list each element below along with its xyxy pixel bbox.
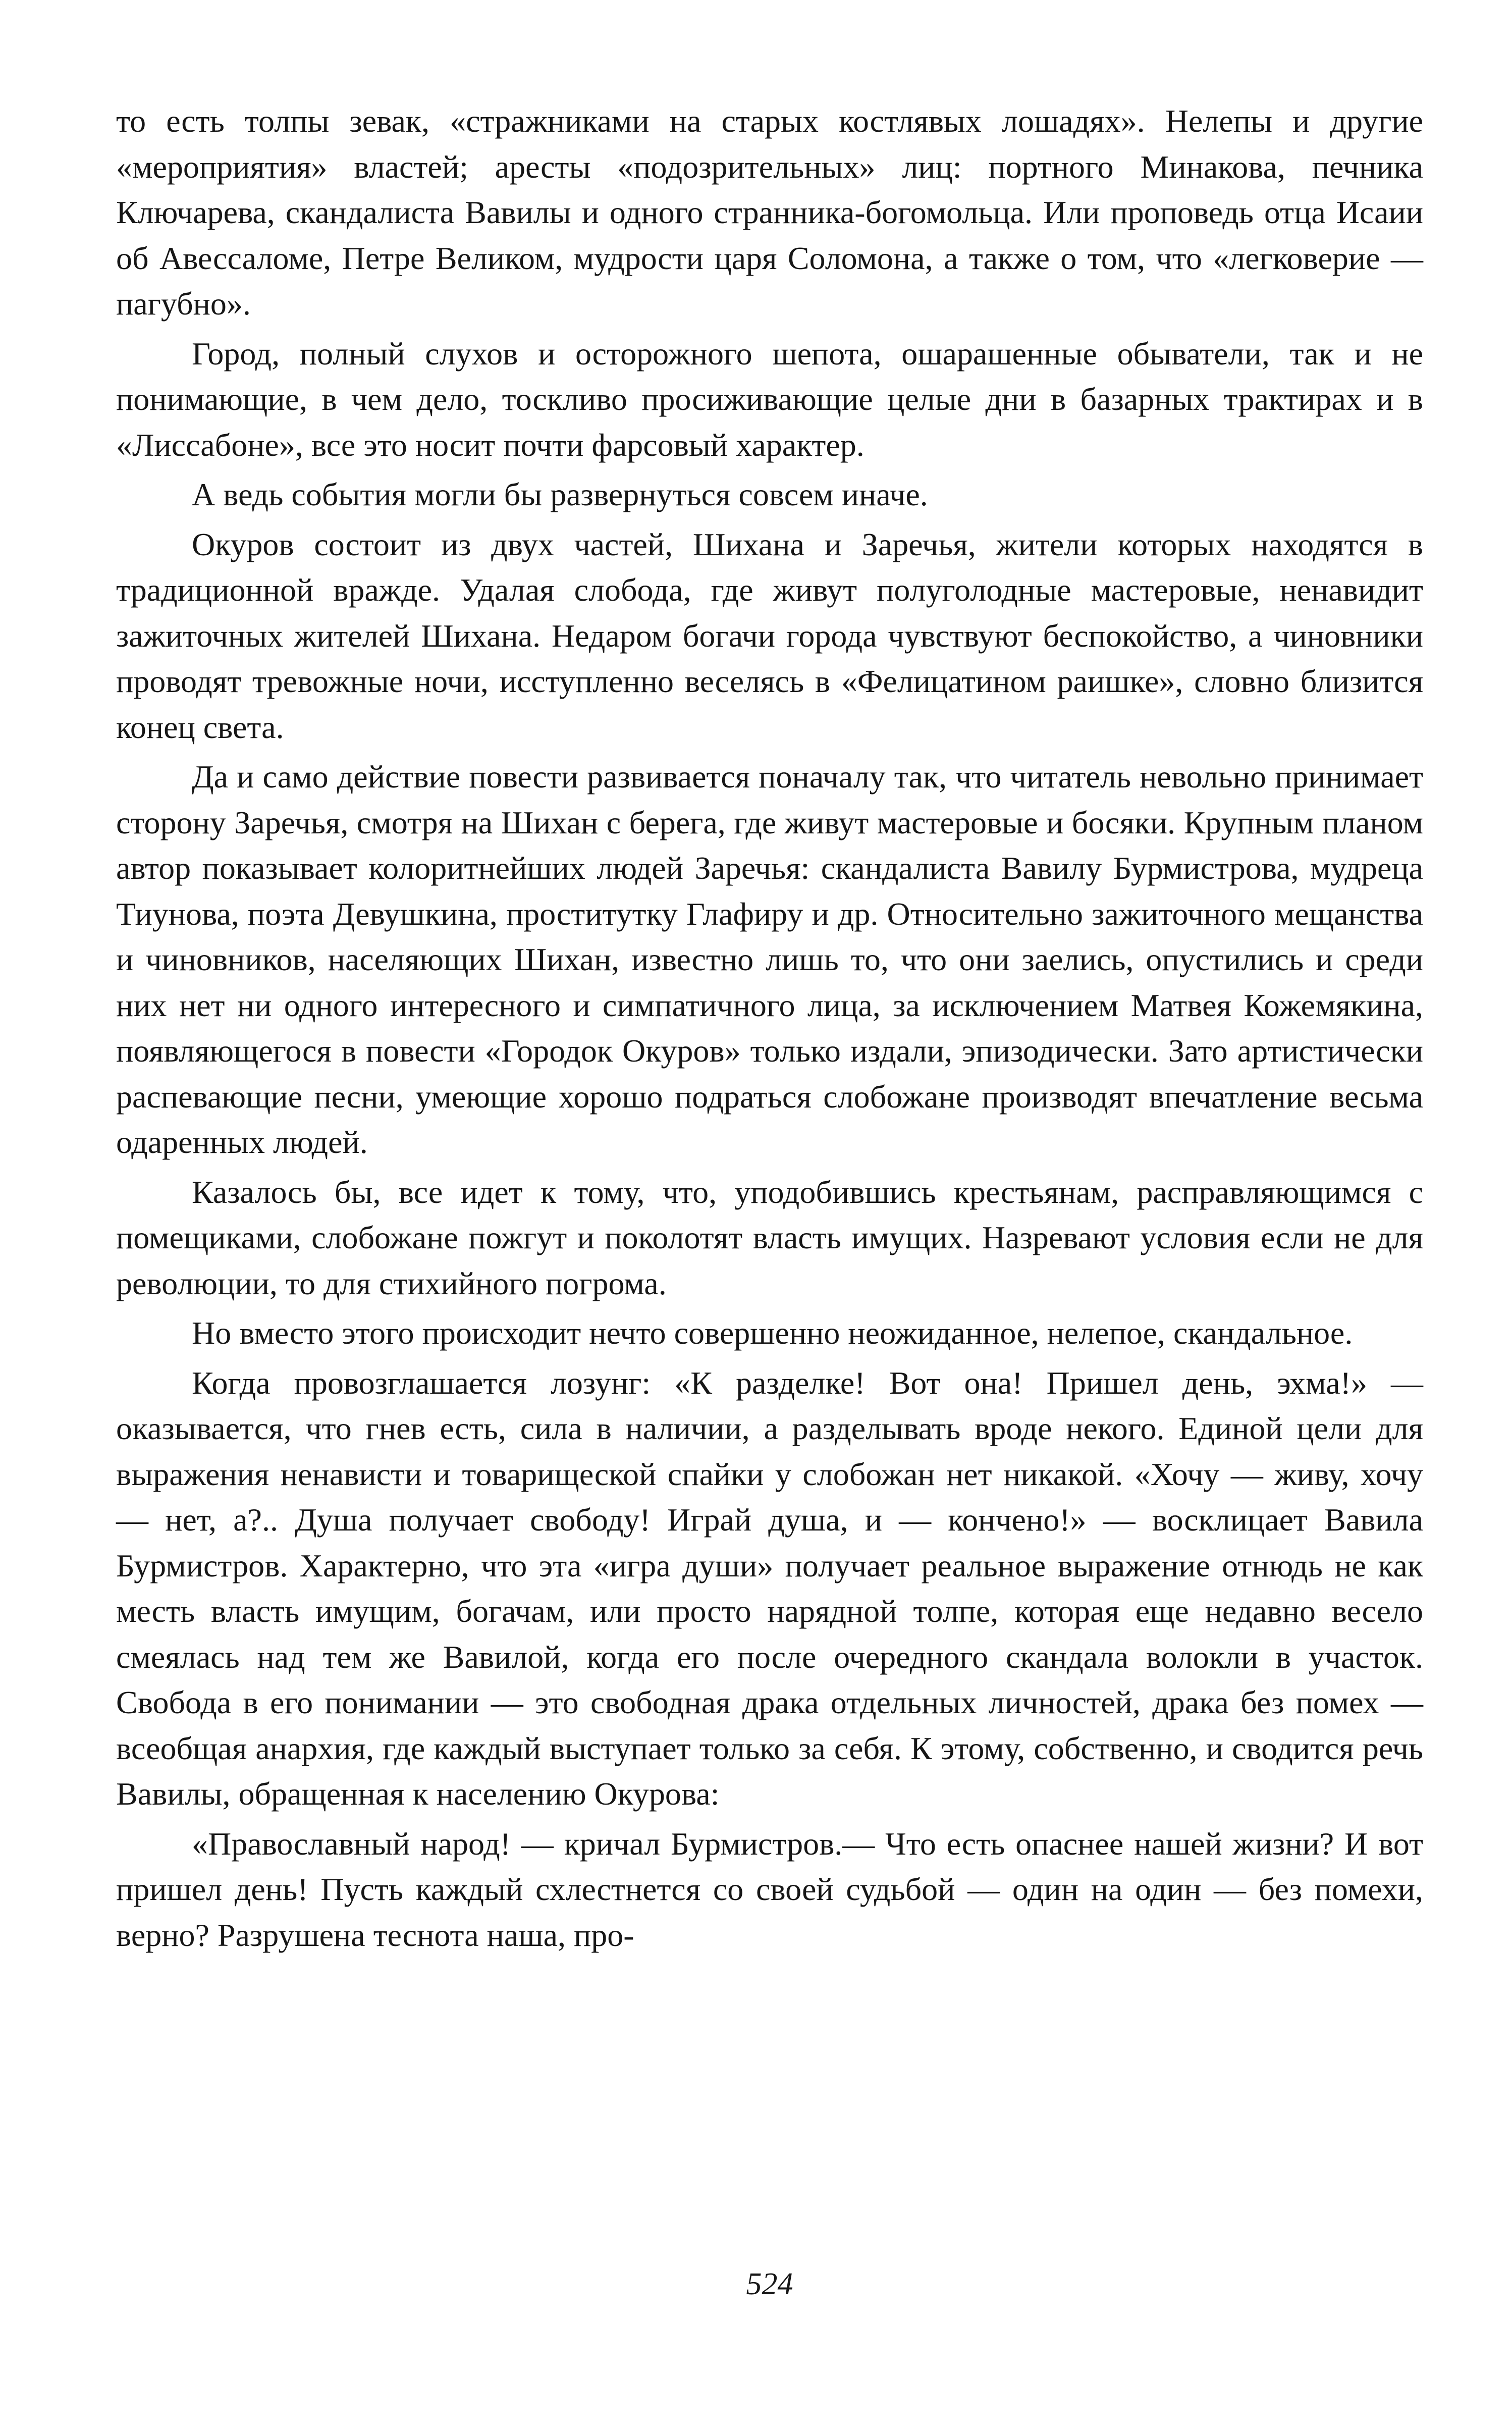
paragraph: «Православный народ! — кричал Бурмистров.— Что есть опаснее нашей жизни? И вот пришел день! Пусть каждый схлестнется со своей судьбой — один на один — без помехи, верно? Разрушена теснота наша, про-	[116, 1825, 1423, 1953]
paragraph: Но вместо этого происходит нечто совершенно неожиданное, нелепое, скандальное.	[192, 1315, 1353, 1351]
paragraph: Да и само действие повести развивается поначалу так, что читатель невольно принимает сторону Заречья, смотря на Шихан с берега, где живут мастеровые и босяки. Крупным планом автор показывает колоритнейших людей Заречья: скандалиста Вавилу Бурмистрова, мудреца Тиунова, поэта Девушкина, проститутку Глафиру и др. Относительно зажиточного мещанства и чиновников, населяющих Шихан, известно лишь то, что они заелись, опустились и среди них нет ни одного интересного и симпатичного лица, за исключением Матвея Кожемякина, появляющегося в повести «Городок Окуров» только издали, эпизодически. Зато артистически распевающие песни, умеющие хорошо подраться слобожане производят впечатление весьма одаренных людей.	[116, 759, 1423, 1160]
body-text	[116, 98, 1423, 1958]
page-number: 524	[746, 2267, 793, 2301]
paragraph: Окуров состоит из двух частей, Шихана и Заречья, жители которых находятся в традиционной вражде. Удалая слобода, где живут полуголодные мастеровые, ненавидит зажиточных жителей Шихана. Недаром богачи города чувствуют беспокойство, а чиновники проводят тревожные ночи, исступленно веселясь в «Фелицатином раишке», словно близится конец света.	[116, 526, 1423, 745]
document-page	[116, 98, 1423, 2390]
paragraph: Город, полный слухов и осторожного шепота, ошарашенные обыватели, так и не понимающие, в чем дело, тоскливо просиживающие целые дни в базарных трактирах и в «Лиссабоне», все это носит почти фарсовый характер.	[116, 335, 1423, 463]
paragraph: А ведь события могли бы развернуться совсем иначе.	[192, 477, 928, 512]
paragraph: то есть толпы зевак, «стражниками на старых костлявых лошадях». Нелепы и другие «мероприятия» властей; аресты «подозрительных» лиц: портного Минакова, печника Ключарева, скандалиста Вавилы и одного странника-богомольца. Или проповедь отца Исаии об Авессаломе, Петре Великом, мудрости царя Соломона, а также о том, что «легковерие — пагубно».	[116, 103, 1423, 322]
paragraph: Когда провозглашается лозунг: «К разделке! Вот она! Пришел день, эхма!» — оказывается, что гнев есть, сила в наличии, а разделывать вроде некого. Единой цели для выражения ненависти и товарищеской спайки у слобожан нет никакой. «Хочу — живу, хочу — нет, а?.. Душа получает свободу! Играй душа, и — кончено!» — восклицает Вавила Бурмистров. Характерно, что эта «игра души» получает реальное выражение отнюдь не как месть власть имущим, богачам, или просто нарядной толпе, которая еще недавно весело смеялась над тем же Вавилой, когда его после очередного скандала волокли в участок. Свобода в его понимании — это свободная драка отдельных личностей, драка без помех — всеобщая анархия, где каждый выступает только за себя. К этому, собственно, и сводится речь Вавилы, обращенная к населению Окурова:	[116, 1364, 1423, 1812]
paragraph: Казалось бы, все идет к тому, что, уподобившись крестьянам, расправляющимся с помещиками, слобожане пожгут и поколотят власть имущих. Назревают условия если не для революции, то для стихийного погрома.	[116, 1174, 1423, 1301]
